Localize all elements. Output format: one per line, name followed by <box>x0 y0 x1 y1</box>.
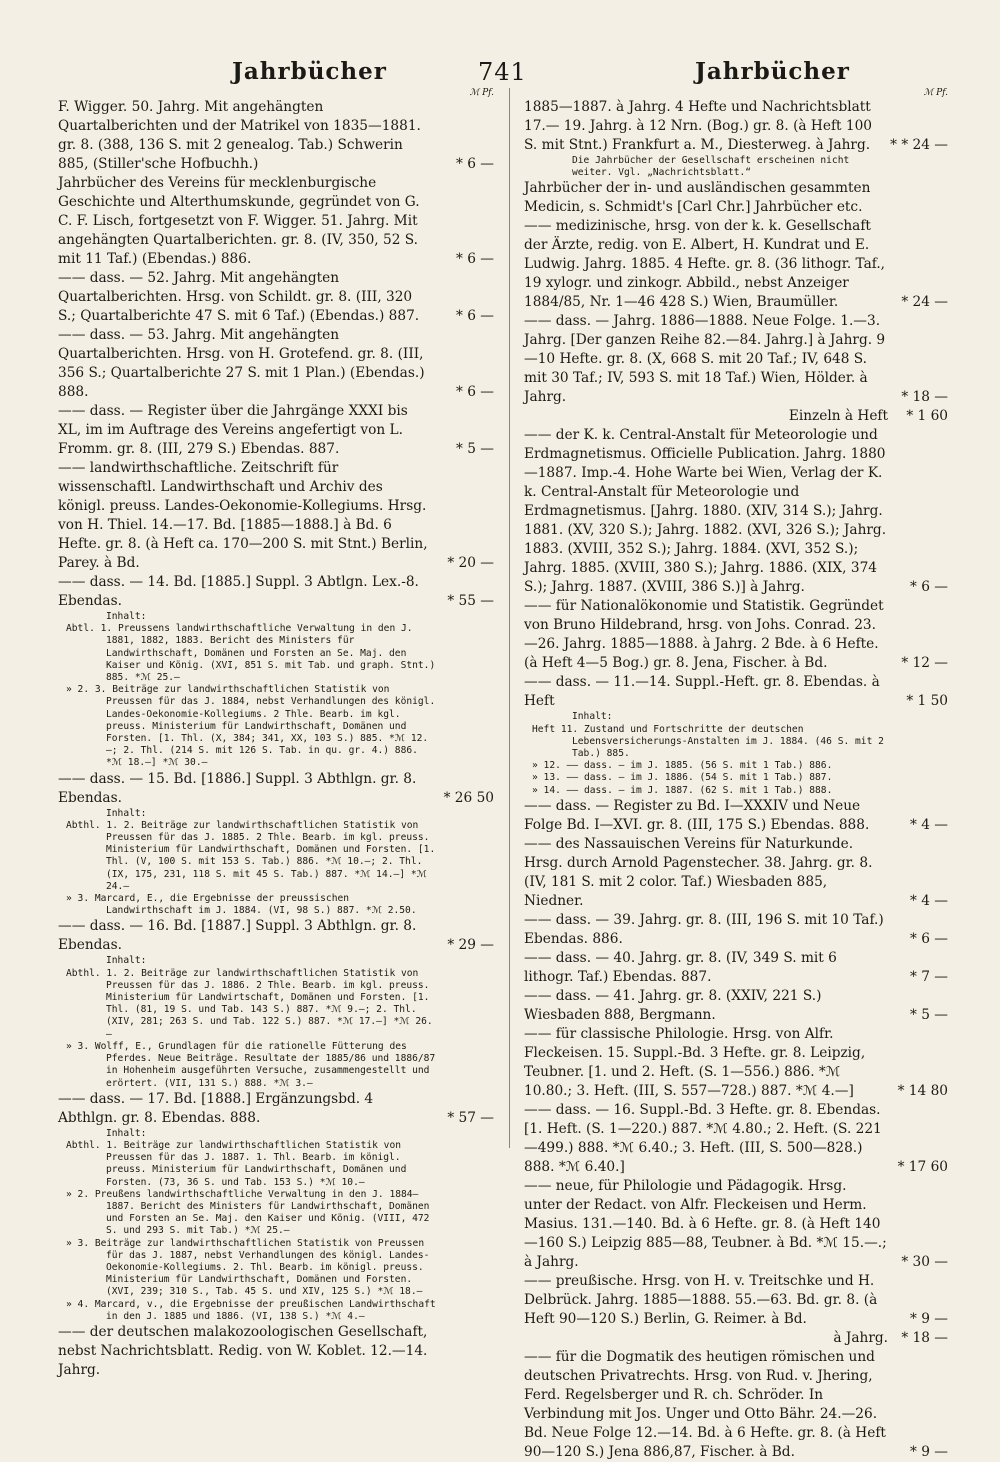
bibliography-entry <box>524 911 948 949</box>
entry-text: Einzeln à Heft <box>788 408 888 425</box>
entry-text: —— landwirthschaftliche. Zeitschrift für wissenschaftl. Landwirthschaft und Archiv des königl. preuss. Landes-Oekonomie-Kollegiums. Hrsg. von H. Thiel. 14.—17. Bd. [1885—1888.] à Bd. 6 Hefte. gr. 8. (à Heft ca. 170—200 S. mit Stnt.) Berlin, Parey. à Bd. <box>58 460 428 571</box>
entry-text: —— dass. — Jahrg. 1886—1888. Neue Folge. 1.—3. Jahrg. [Der ganzen Reihe 82.—84. Jahrg.] à Jahrg. 9—10 Hefte. gr. 8. (X, 668 S. mit 20 Taf.; IV, 648 S. mit 30 Taf.; IV, 593 S. mit 18 Taf.) Wien, Hölder. à Jahrg. <box>524 313 886 406</box>
contents-note: Inhalt: <box>572 711 613 723</box>
bibliography-entry <box>58 326 494 402</box>
price: * 6 — <box>910 930 948 947</box>
bibliography-entry <box>58 98 494 174</box>
contents-note: Abthl. 1. 2. Beiträge zur landwirthschaftlichen Statistik von Preussen für das J. 1885. 2 Thle. Bearb. im kgl. preuss. Ministerium für Landwirthschaft, Domänen und Forsten. [1. Thl. (V, 100 S. mit 153 S. Tab.) 886. *ℳ 10.—; 2. Thl. (IX, 175, 231, 118 S. mit 45 S. Tab.) 887. *ℳ 14.—] *ℳ 24.— <box>66 819 436 892</box>
entry-text: Jahrbücher der in- und ausländischen gesammten Medicin, s. Schmidt's [Carl Chr.] Jahrbücher etc. <box>524 180 871 216</box>
entry-text: —— der K. k. Central-Anstalt für Meteorologie und Erdmagnetismus. Officielle Publication. Jahrg. 1880—1887. Imp.-4. Hohe Warte bei Wien, Verlag der K. k. Central-Anstalt für Meteorologie und Erdmagnetismus. [Jahrg. 1880. (XIV, 314 S.); Jahrg. 1881. (XV, 320 S.); Jahrg. 1882. (XVI, 326 S.); Jahrg. 1883. (XVIII, 352 S.); Jahrg. 1884. (XVI, 352 S.); Jahrg. 1885. (XVIII, 380 S.); Jahrg. 1886. (XIX, 374 S.); Jahrg. 1887. (XVIII, 386 S.)] à Jahrg. <box>524 427 887 596</box>
entry-text: —— für Nationalökonomie und Statistik. Gegründet von Bruno Hildebrand, hrsg. von Johs. Conrad. 23.—26. Jahrg. 1885—1888. à Jahrg. 2 Bde. à 6 Hefte. (à Heft 4—5 Bog.) gr. 8. Jena, Fischer. à Bd. <box>524 598 884 672</box>
bibliography-entry <box>524 217 948 312</box>
entry-text: —— dass. — 41. Jahrg. gr. 8. (XXIV, 221 S.) Wiesbaden 888, Bergmann. <box>524 987 822 1023</box>
price: * 6 — <box>456 251 494 267</box>
bibliography-entry <box>58 174 494 269</box>
bibliography-entry <box>524 597 948 673</box>
contents-note: Abthl. 1. Beiträge zur landwirthschaftlichen Statistik von Preussen für das J. 1887. 1. Thl. Bearb. im königl. preuss. Ministerium für Landwirthschaft, Domänen und Forsten. (73, 36 S. und Tab. 153 S.) *ℳ 10.— <box>66 1139 407 1188</box>
contents-note: Abtl. 1. Preussens landwirthschaftliche Verwaltung in den J. 1881, 1882, 1883. Bericht des Ministers für Landwirthschaft, Domänen und Forsten an Se. Maj. den Kaiser und König. (XVI, 851 S. mit Tab. und graph. Stnt.) 885. *ℳ 25.— <box>66 623 436 684</box>
bibliography-entry <box>524 179 948 217</box>
contents-note: Die Jahrbücher der Gesellschaft erscheinen nicht weiter. Vgl. „Nachrichtsblatt.“ <box>572 155 850 179</box>
price: * 6 — <box>456 384 494 400</box>
price: * 9 — <box>910 1443 948 1460</box>
price: * 18 — <box>901 1329 948 1346</box>
price: * 55 — <box>447 593 494 609</box>
bibliography-entry <box>58 917 494 955</box>
contents-note: » 13. —— dass. — im J. 1886. (54 S. mit 1 Tab.) 887. <box>532 772 833 784</box>
price: * 1 50 <box>906 693 948 710</box>
contents-note: » 12. —— dass. — im J. 1885. (56 S. mit 1 Tab.) 886. <box>532 760 833 772</box>
entry-text: —— dass. — 40. Jahrg. gr. 8. (IV, 349 S. mit 6 lithogr. Taf.) Ebendas. 887. <box>524 949 837 985</box>
bibliography-entry <box>58 1090 494 1128</box>
bibliography-entry <box>58 573 494 611</box>
entry-text: —— dass. — 52. Jahrg. Mit angehängten Quartalberichten. Hrsg. von Schildt. gr. 8. (III, 320 S.; Quartalberichte 47 S. mit 6 Taf.) (Ebendas.) 887. <box>58 270 420 324</box>
bibliography-entry <box>524 797 948 835</box>
bibliography-entry <box>58 459 494 573</box>
price: * 12 — <box>901 655 948 672</box>
running-head-right: Jahrbücher <box>695 58 850 85</box>
entry-text: Jahrbücher des Vereins für mecklenburgische Geschichte und Alterthumskunde, gegründet von G. C. F. Lisch, fortgesetzt von F. Wigger. 51. Jahrg. Mit angehängten Quartalberichten. gr. 8. (IV, 350, 52 S. mit 11 Taf.) (Ebendas.) 886. <box>58 175 420 267</box>
column-divider <box>509 88 510 1148</box>
bibliography-entry <box>524 1025 948 1101</box>
entry-text: —— dass. — 17. Bd. [1888.] Ergänzungsbd. 4 Abthlgn. gr. 8. Ebendas. 888. <box>58 1090 374 1126</box>
contents-note: Inhalt: <box>106 955 147 967</box>
contents-note: Inhalt: <box>106 1127 147 1139</box>
bibliography-entry <box>524 98 948 155</box>
bibliography-entry <box>524 987 948 1025</box>
entry-text: —— neue, für Philologie und Pädagogik. Hrsg. unter der Redact. von Alfr. Fleckeisen und Herm. Masius. 131.—140. Bd. à 6 Hefte. gr. 8. (à Heft 140—160 S.) Leipzig 885—88, Teubner. à Bd. *ℳ 15.—.; à Jahrg. <box>524 1177 887 1270</box>
bibliography-entry <box>524 312 948 407</box>
contents-note: » 2. 3. Beiträge zur landwirthschaftlichen Statistik von Preussen für das J. 1884, nebst Verhandlungen des königl. Landes-Oekonomie-Kollegiums. 2 Thle. Bearb. im kgl. preuss. Ministerium für Landwirthschaft, Domänen und Forsten. [1. Thl. (X, 384; 341, XX, 103 S.) 885. *ℳ 12.—; 2. Thl. (214 S. mit 126 S. Tab. in qu. gr. 4.) 886. *ℳ 18.—] *ℳ 30.— <box>66 684 436 769</box>
contents-note: » 2. Preußens landwirthschaftliche Verwaltung in den J. 1884—1887. Bericht des Ministers für Landwirthschaft, Domänen und Forsten an Se. Maj. den Kaiser und König. (VIII, 472 S. und 293 S. mit Tab.) *ℳ 25.— <box>66 1188 430 1237</box>
price: * 4 — <box>910 816 948 833</box>
price: * 6 — <box>456 156 494 172</box>
contents-note: Inhalt: <box>106 611 147 622</box>
entry-text: à Jahrg. <box>833 1329 888 1346</box>
entry-text: 1885—1887. à Jahrg. 4 Hefte und Nachrichtsblatt 17.— 19. Jahrg. à 12 Nrn. (Bog.) gr. 8. (à Heft 100 S. mit Stnt.) Frankfurt a. M., Diesterweg. à Jahrg. <box>524 99 872 153</box>
entry-text: —— preußische. Hrsg. von H. v. Treitschke und H. Delbrück. Jahrg. 1885—1888. 55.—63. Bd. gr. 8. (à Heft 90—120 S.) Berlin, G. Reimer. à Bd. <box>524 1272 878 1327</box>
entry-text: F. Wigger. 50. Jahrg. Mit angehängten Quartalberichten und der Matrikel von 1835—1881. gr. 8. (388, 136 S. mit 2 genealog. Tab.) Schwerin 885, (Stiller'sche Hofbuchh.) <box>58 99 421 172</box>
contents-note: Heft 11. Zustand und Fortschritte der deutschen Lebensversicherungs-Anstalten im J. 1884. (46 S. mit 2 Tab.) 885. <box>532 723 884 760</box>
bibliography-entry <box>58 770 494 808</box>
entry-text: —— der deutschen malakozoologischen Gesellschaft, nebst Nachrichtsblatt. Redig. von W. Koblet. 12.—14. Jahrg. <box>58 1323 428 1378</box>
bibliography-entry <box>524 426 948 597</box>
bibliography-entry <box>58 402 494 459</box>
contents-note: » 3. Beiträge zur landwirthschaftlichen Statistik von Preussen für das J. 1887, nebst Verhandlungen des königl. Landes-Oekonomie-Kollegiums. 2. Thl. Bearb. im königl. preuss. Ministerium für Landwirthschaft, Domänen und Forsten. (XVI, 239; 310 S., Tab. 45 S. und XIV, 125 S.) *ℳ 18.— <box>66 1237 430 1298</box>
price: * 9 — <box>910 1310 948 1327</box>
entry-text: —— dass. — 14. Bd. [1885.] Suppl. 3 Abtlgn. Lex.-8. Ebendas. <box>58 574 419 609</box>
running-head-left: Jahrbücher <box>232 58 387 85</box>
entry-text: —— dass. — 16. Suppl.-Bd. 3 Hefte. gr. 8. Ebendas. [1. Heft. (S. 1—220.) 887. *ℳ 4.80.; 2. Heft. (S. 221—499.) 888. *ℳ 6.40.; 3. Heft. (III, S. 500—828.) 888. *ℳ 6.40.] <box>524 1101 882 1175</box>
entry-text: —— dass. — 11.—14. Suppl.-Heft. gr. 8. Ebendas. à Heft <box>524 674 880 710</box>
price: * * 24 — <box>890 137 948 153</box>
price: * 6 — <box>910 579 948 596</box>
entry-text: —— dass. — 39. Jahrg. gr. 8. (III, 196 S. mit 10 Taf.) Ebendas. 886. <box>524 911 884 947</box>
bibliography-entry <box>524 1348 948 1462</box>
bibliography-entry <box>524 407 948 426</box>
contents-note: » 3. Wolff, E., Grundlagen für die rationelle Fütterung des Pferdes. Neue Beiträge. Resultate der 1885/86 und 1886/87 in Hohenheim ausgeführten Versuche, zusammengestellt und erörtert. (VII, 131 S.) 888. *ℳ 3.— <box>66 1040 436 1089</box>
contents-note: » 14. —— dass. — im J. 1887. (62 S. mit 1 Tab.) 888. <box>532 784 833 796</box>
entry-text: —— dass. — 15. Bd. [1886.] Suppl. 3 Abthlgn. gr. 8. Ebendas. <box>58 770 417 806</box>
price: * 20 — <box>447 555 494 571</box>
entry-text: —— medizinische, hrsg. von der k. k. Gesellschaft der Ärzte, redig. von E. Albert, H. Kundrat und E. Ludwig. Jahrg. 1885. 4 Hefte. gr. 8. (36 lithogr. Taf., 19 xylogr. und zinkogr. Abbild., nebst Anzeiger 1884/85, Nr. 1—46 428 S.) Wien, Braumüller. <box>524 218 886 311</box>
bibliography-entry <box>524 835 948 911</box>
price: * 29 — <box>447 937 494 954</box>
contents-note: Abthl. 1. 2. Beiträge zur landwirthschaftlichen Statistik von Preussen für das J. 1886. 2 Thle. Bearb. im kgl. preuss. Ministerium für Landwirtschaft, Domänen und Forsten. [1. Thl. (81, 19 S. und Tab. 143 S.) 887. *ℳ 9.—; 2. Thl. (XIV, 281; 263 S. und Tab. 122 S.) 887. *ℳ 17.—] *ℳ 26.— <box>66 967 433 1040</box>
price: * 5 — <box>456 441 494 457</box>
price: * 18 — <box>901 389 948 406</box>
currency-label: ℳ Pf. <box>469 88 494 98</box>
bibliography-entry <box>524 1101 948 1177</box>
bibliography-entry <box>524 673 948 711</box>
entry-text: —— des Nassauischen Vereins für Naturkunde. Hrsg. durch Arnold Pagenstecher. 38. Jahrg. gr. 8. (IV, 181 S. mit 2 color. Taf.) Wiesbaden 885, Niedner. <box>524 835 873 909</box>
price: * 17 60 <box>897 1158 948 1175</box>
entry-text: —— dass. — 53. Jahrg. Mit angehängten Quartalberichten. Hrsg. von H. Grotefend. gr. 8. (III, 356 S.; Quartalberichte 27 S. mit 1 Plan.) (Ebendas.) 888. <box>58 327 425 400</box>
price: * 24 — <box>901 294 948 311</box>
entry-text: —— dass. — Register über die Jahrgänge XXXI bis XL, im im Auftrage des Vereins angefertigt von L. Fromm. gr. 8. (III, 279 S.) Ebendas. 887. <box>58 403 408 457</box>
price: * 57 — <box>447 1109 494 1126</box>
price: * 26 50 <box>443 789 494 806</box>
price: * 5 — <box>910 1006 948 1023</box>
entry-text: —— für die Dogmatik des heutigen römischen und deutschen Privatrechts. Hrsg. von Rud. v. Jhering, Ferd. Regelsberger und R. ch. Schröder. In Verbindung mit Jos. Unger und Otto Bähr. 24.—26. Bd. Neue Folge 12.—14. Bd. à 6 Hefte. gr. 8. (à Heft 90—120 S.) Jena 886,87, Fischer. à Bd. <box>524 1348 886 1460</box>
bibliography-entry <box>524 949 948 987</box>
left-column <box>58 88 494 1380</box>
bibliography-entry <box>524 1177 948 1272</box>
price: * 1 60 <box>906 408 948 425</box>
price: * 6 — <box>456 308 494 324</box>
currency-label: ℳ Pf. <box>923 88 948 98</box>
right-column <box>524 88 948 1462</box>
entry-text: —— für classische Philologie. Hrsg. von Alfr. Fleckeisen. 15. Suppl.-Bd. 3 Hefte. gr. 8. Leipzig, Teubner. [1. und 2. Heft. (S. 1—556.) 886. *ℳ 10.80.; 3. Heft. (III, S. 557—728.) 887. *ℳ 4.—] <box>524 1025 866 1099</box>
bibliography-entry <box>524 1272 948 1329</box>
page-number: 741 <box>478 58 527 86</box>
bibliography-entry <box>58 269 494 326</box>
entry-text: —— dass. — 16. Bd. [1887.] Suppl. 3 Abthlgn. gr. 8. Ebendas. <box>58 918 417 954</box>
price: * 4 — <box>910 892 948 909</box>
contents-note: Inhalt: <box>106 807 147 819</box>
entry-text: —— dass. — Register zu Bd. I—XXXIV und Neue Folge Bd. I—XVI. gr. 8. (III, 175 S.) Ebendas. 888. <box>524 797 870 833</box>
bibliography-entry <box>524 1329 948 1348</box>
contents-note: » 4. Marcard, v., die Ergebnisse der preußischen Landwirthschaft in den J. 1885 und 1886. (VI, 138 S.) *ℳ 4.— <box>66 1298 436 1322</box>
price: * 30 — <box>901 1253 948 1270</box>
contents-note: » 3. Marcard, E., die Ergebnisse der preussischen Landwirthschaft im J. 1884. (VI, 98 S.) 887. *ℳ 2.50. <box>66 893 417 917</box>
bibliography-entry <box>58 1323 494 1380</box>
price: * 7 — <box>910 968 948 985</box>
price: * 14 80 <box>897 1082 948 1099</box>
